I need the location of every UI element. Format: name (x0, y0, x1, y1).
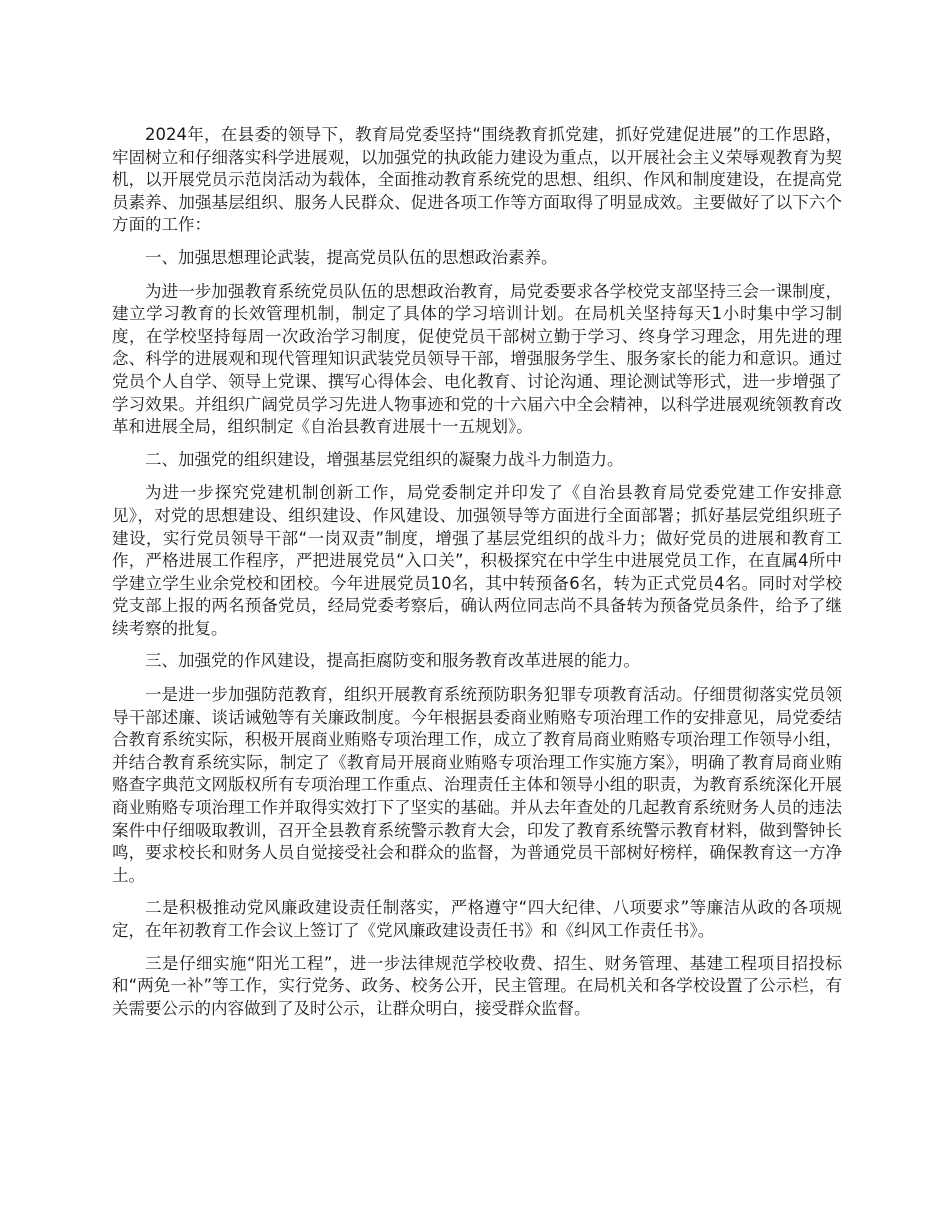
section-heading-1: 一、加强思想理论武装，提高党员队伍的思想政治素养。 (145, 247, 558, 267)
section-3-paragraph-1: 一是进一步加强防范教育，组织开展教育系统预防职务犯罪专项教育活动。仔细贯彻落实党员领导干部述廉、谈话诫勉等有关廉政制度。今年根据县委商业贿赂专项治理工作的安排意见，局党委结合教育系统实际，积极开展商业贿赂专项治理工作，成立了教育局商业贿赂专项治理工作领导小组，并结合教育系统实际，制定了《教育局开展商业贿赂专项治理工作实施方案》，明确了教育局商业贿赂查字典范文网版权所有专项治理工作重点、治理责任主体和领导小组的职责，为教育系统深化开展商业贿赂专项治理工作并取得实效打下了坚实的基础。并从去年查处的几起教育系统财务人员的违法案件中仔细吸取教训，召开全县教育系统警示教育大会，印发了教育系统警示教育材料，做到警钟长鸣，要求校长和财务人员自觉接受社会和群众的监督，为普通党员干部树好榜样，确保教育这一方净土。 (112, 685, 842, 885)
section-heading-2: 二、加强党的组织建设，增强基层党组织的凝聚力战斗力制造力。 (145, 449, 624, 469)
section-2-paragraph: 为进一步探究党建机制创新工作，局党委制定并印发了《自治县教育局党委党建工作安排意见》，对党的思想建设、组织建设、作风建设、加强领导等方面进行全面部署；抓好基层党组织班子建设，实行党员领导干部“一岗双责”制度，增强了基层党组织的战斗力；做好党员的进展和教育工作，严格进展工作程序，严把进展党员“入口关”，积极探究在中学生中进展党员工作，在直属4所中学建立学生业余党校和团校。今年进展党员10名，其中转预备6名，转为正式党员4名。同时对学校党支部上报的两名预备党员，经局党委考察后，确认两位同志尚不具备转为预备党员条件，给予了继续考察的批复。 (112, 483, 842, 638)
section-3-paragraph-3: 三是仔细实施“阳光工程”，进一步法律规范学校收费、招生、财务管理、基建工程项目招投标和“两免一补”等工作，实行党务、政务、校务公开，民主管理。在局机关和各学校设置了公示栏，有关需要公示的内容做到了及时公示，让群众明白，接受群众监督。 (112, 953, 842, 1018)
intro-paragraph: 2024年，在县委的领导下，教育局党委坚持“围绕教育抓党建，抓好党建促进展”的工作思路，牢固树立和仔细落实科学进展观，以加强党的执政能力建设为重点，以开展社会主义荣辱观教育为契机，以开展党员示范岗活动为载体，全面推动教育系统党的思想、组织、作风和制度建设，在提高党员素养、加强基层组织、服务人民群众、促进各项工作等方面取得了明显成效。主要做好了以下六个方面的工作： (112, 125, 842, 235)
section-3-paragraph-2: 二是积极推动党风廉政建设责任制落实，严格遵守“四大纪律、八项要求”等廉洁从政的各项规定，在年初教育工作会议上签订了《党风廉政建设责任书》和《纠风工作责任书》。 (112, 898, 842, 940)
document-body (112, 124, 842, 1030)
section-heading-3: 三、加强党的作风建设，提高拒腐防变和服务教育改革进展的能力。 (145, 651, 640, 671)
section-1-paragraph: 为进一步加强教育系统党员队伍的思想政治教育，局党委要求各学校党支部坚持三会一课制度，建立学习教育的长效管理机制，制定了具体的学习培训计划。在局机关坚持每天1小时集中学习制度，在学校坚持每周一次政治学习制度，促使党员干部树立勤于学习、终身学习理念，用先进的理念、科学的进展观和现代管理知识武装党员领导干部，增强服务学生、服务家长的能力和意识。通过党员个人自学、领导上党课、撰写心得体会、电化教育、讨论沟通、理论测试等形式，进一步增强了学习效果。并组织广阔党员学习先进人物事迹和党的十六届六中全会精神，以科学进展观统领教育改革和进展全局，组织制定《自治县教育进展十一五规划》。 (112, 281, 842, 437)
